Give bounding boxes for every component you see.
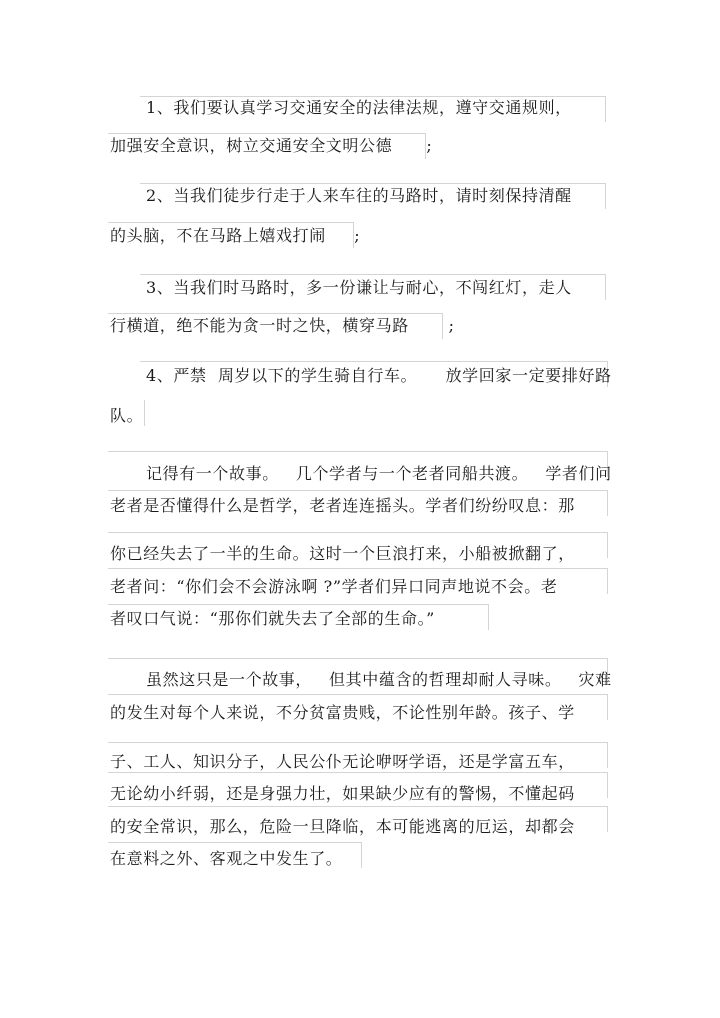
scan-rule [605,96,606,122]
scan-rule [108,222,354,223]
scan-rule [108,772,608,773]
scan-rule [607,694,608,720]
paragraph-6-line-6: 在意料之外、客观之中发生了。 [110,849,343,868]
scan-rule [144,400,145,426]
paragraph-6-line-3: 子、工人、知识分子，人民公仆无论咿呀学语，还是学富五车， [110,752,575,771]
paragraph-1-line-2: 加强安全意识，树立交通安全文明公德 ; [110,136,433,155]
paragraph-4-line-2: 队。 [110,406,144,425]
paragraph-5-line-5: 者叹口气说：“那你们就失去了全部的生命。” [110,609,435,628]
scan-rule [108,842,362,843]
scan-rule [361,842,362,868]
scan-rule [108,451,608,452]
paragraph-3-line-2: 行横道，绝不能为贪一时之快，横穿马路 ; [110,316,455,335]
scan-rule [488,604,489,630]
paragraph-6-line-4: 无论幼小纤弱，还是身强力壮，如果缺少应有的警惕，不懂起码 [110,784,575,803]
scan-rule [108,568,608,569]
scan-rule [108,742,608,743]
paragraph-3-line-1: 3、当我们时马路时，多一份谦让与耐心，不闯红灯，走人 [146,278,572,297]
scan-rule [607,490,608,516]
scan-rule [140,183,605,184]
paragraph-2-line-1: 2、当我们徒步行走于人来车往的马路时，请时刻保持清醒 [146,186,572,205]
scan-rule [605,183,606,209]
scan-rule [140,96,605,97]
scan-rule [108,313,443,314]
paragraph-5-line-1: 记得有一个故事。 几个学者与一个老者同船共渡。 学者们问 [146,464,612,483]
scan-rule [108,658,608,659]
scan-rule [108,133,425,134]
scan-rule [607,568,608,594]
paragraph-5-line-4: 老者问：“你们会不会游泳啊 ?”学者们异口同声地说不会。老 [110,577,558,596]
scan-rule [108,532,608,533]
paragraph-2-line-2: 的头脑，不在马路上嬉戏打闹 ; [110,226,361,245]
paragraph-5-line-2: 老者是否懂得什么是哲学，老者连连摇头。学者们纷纷叹息：那 [110,496,575,515]
scan-rule [108,490,608,491]
scan-rule [140,274,605,275]
paragraph-5-line-3: 你已经失去了一半的生命。这时一个巨浪打来，小船被掀翻了， [110,544,575,563]
scan-rule [140,361,608,362]
paragraph-4-line-1: 4、严禁 周岁以下的学生骑自行车。 放学回家一定要排好路 [146,366,612,385]
scan-rule [607,742,608,768]
scan-rule [607,772,608,798]
paragraph-1-line-1: 1、我们要认真学习交通安全的法律法规，遵守交通规则， [146,98,572,117]
scan-rule [108,694,608,695]
paragraph-6-line-2: 的发生对每个人来说，不分贫富贵贱，不论性别年龄。孩子、学 [110,703,575,722]
scan-rule [108,806,608,807]
scan-rule [108,604,488,605]
scan-rule [607,806,608,832]
paragraph-6-line-5: 的安全常识，那么，危险一旦降临，本可能逃离的厄运，却都会 [110,817,575,836]
scan-rule [607,532,608,558]
scan-rule [605,274,606,300]
paragraph-6-line-1: 虽然这只是一个故事， 但其中蕴含的哲理却耐人寻味。 灾难 [146,670,612,689]
